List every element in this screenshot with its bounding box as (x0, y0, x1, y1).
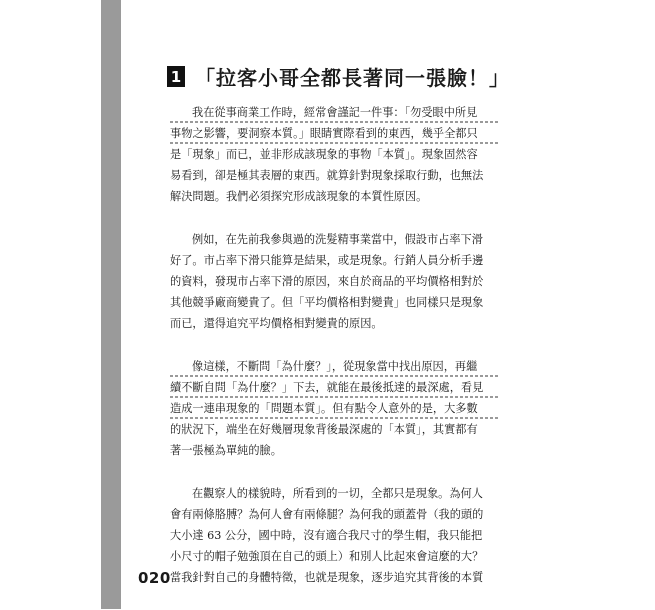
text-line: 大小達 63 公分，國中時，沒有適合我尺寸的學生帽，我只能把 (170, 529, 483, 542)
paragraph-4 (170, 483, 500, 588)
text-line: 像這樣，不斷問「為什麼？」，從現象當中找出原因，再繼 (170, 356, 500, 377)
text-line: 造成一連串現象的「問題本質」。但有點令人意外的是，大多數 (170, 398, 500, 419)
text-line: 而已，還得追究平均價格相對變貴的原因。 (170, 317, 383, 330)
text-line: 例如，在先前我參與過的洗髮精事業當中，假設市占率下滑 (192, 233, 483, 246)
text-line: 的資料，發現市占率下滑的原因，來自於商品的平均價格相對於 (170, 275, 484, 288)
body-text (170, 102, 500, 610)
chapter-heading (167, 62, 510, 91)
text-line: 著一張極為單純的臉。 (170, 444, 282, 457)
paragraph-2 (170, 229, 500, 334)
text-line: 在觀察人的樣貌時，所看到的一切，全都只是現象。為何人 (192, 487, 483, 500)
paragraph-3 (170, 356, 500, 461)
text-line: 的狀況下，端坐在好幾層現象背後最深處的「本質」，其實都有 (170, 423, 478, 436)
page-spine-bar (101, 0, 121, 609)
page-number: 020 (138, 569, 171, 587)
text-line: 當我針對自己的身體特徵，也就是現象，逐步追究其背後的本質 (170, 571, 484, 584)
paragraph-1 (170, 102, 500, 207)
text-line: 小尺寸的帽子勉強頂在自己的頭上）和別人比起來會這麼的大？ (170, 550, 484, 563)
text-line: 事物之影響，要洞察本質。」眼睛實際看到的東西，幾乎全都只 (170, 123, 500, 144)
text-line: 是「現象」而已，並非形成該現象的事物「本質」。現象固然容 (170, 148, 478, 161)
text-line: 我在從事商業工作時，經常會謹記一件事：「勿受眼中所見 (170, 102, 500, 123)
text-line: 易看到，卻是極其表層的東西。就算針對現象採取行動，也無法 (170, 169, 484, 182)
text-line: 會有兩條胳膊？為何人會有兩條腿？為何我的頭蓋骨（我的頭的 (170, 508, 484, 521)
text-line: 續不斷自問「為什麼？」下去，就能在最後抵達的最深處，看見 (170, 377, 500, 398)
text-line: 其他競爭廠商變貴了。但「平均價格相對變貴」也同樣只是現象 (170, 296, 484, 309)
chapter-title: 「拉客小哥全都長著同一張臉！」 (195, 66, 510, 90)
text-line: 解決問題。我們必須探究形成該現象的本質性原因。 (170, 190, 428, 203)
text-line: 好了。市占率下滑只能算是結果，或是現象。行銷人員分析手邊 (170, 254, 484, 267)
chapter-number-badge: 1 (167, 66, 185, 87)
